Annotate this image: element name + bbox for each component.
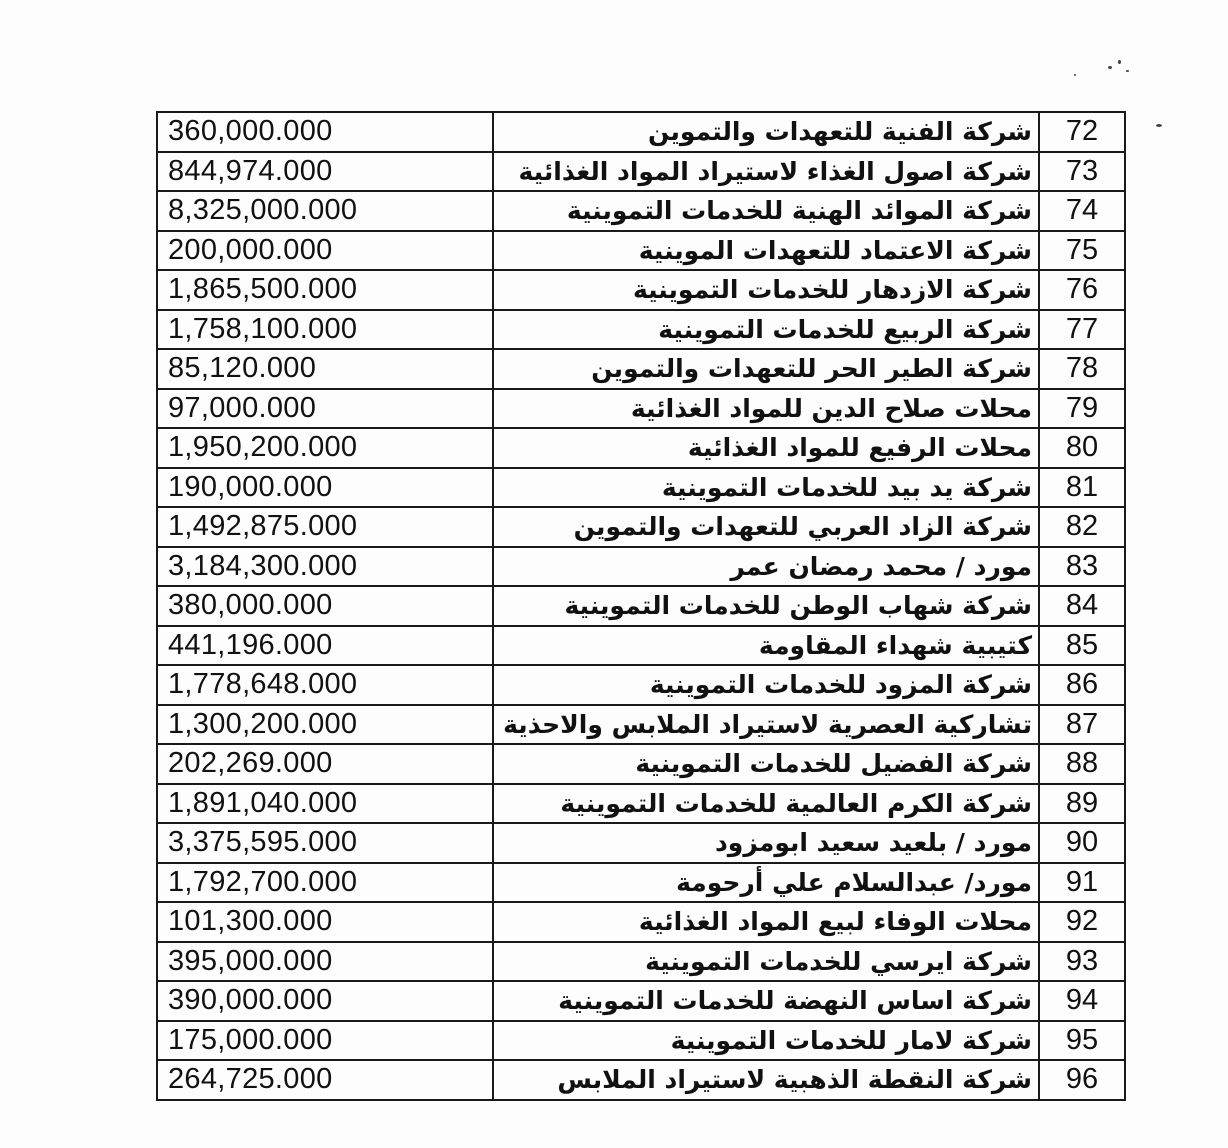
amount-cell: 395,000.000 [157,942,493,982]
supplier-name-cell: شركة لامار للخدمات التموينية [493,1021,1039,1061]
row-number-cell: 85 [1039,626,1125,666]
amount-cell: 3,375,595.000 [157,823,493,863]
amount-cell: 97,000.000 [157,389,493,429]
amount-cell: 1,778,648.000 [157,665,493,705]
table-row [157,1060,1125,1100]
row-number-cell: 75 [1039,231,1125,271]
table-row [157,270,1125,310]
row-number-cell: 81 [1039,468,1125,508]
supplier-name-cell: شركة المزود للخدمات التموينية [493,665,1039,705]
supplier-name-cell: شركة الزاد العربي للتعهدات والتموين [493,507,1039,547]
amount-cell: 85,120.000 [157,349,493,389]
amount-cell: 8,325,000.000 [157,191,493,231]
amount-cell: 1,891,040.000 [157,784,493,824]
table-row [157,468,1125,508]
table-row [157,586,1125,626]
table-row [157,152,1125,192]
table-row [157,1021,1125,1061]
row-number-cell: 82 [1039,507,1125,547]
table-row [157,942,1125,982]
supplier-name-cell: شركة الموائد الهنية للخدمات التموينية [493,191,1039,231]
supplier-name-cell: مورد / بلعيد سعيد ابومزود [493,823,1039,863]
scan-speck [1156,124,1162,127]
amount-cell: 3,184,300.000 [157,547,493,587]
amount-cell: 264,725.000 [157,1060,493,1100]
amount-cell: 1,300,200.000 [157,705,493,745]
row-number-cell: 80 [1039,428,1125,468]
row-number-cell: 86 [1039,665,1125,705]
supplier-name-cell: شركة اساس النهضة للخدمات التموينية [493,981,1039,1021]
table-row [157,863,1125,903]
amount-cell: 1,492,875.000 [157,507,493,547]
row-number-cell: 94 [1039,981,1125,1021]
table-row [157,428,1125,468]
supplier-name-cell: شركة الربيع للخدمات التموينية [493,310,1039,350]
row-number-cell: 72 [1039,112,1125,152]
supplier-amounts-table [156,111,1126,1101]
table-row [157,665,1125,705]
amount-cell: 380,000.000 [157,586,493,626]
row-number-cell: 77 [1039,310,1125,350]
table-row [157,823,1125,863]
amount-cell: 1,758,100.000 [157,310,493,350]
amount-cell: 200,000.000 [157,231,493,271]
supplier-name-cell: شركة الكرم العالمية للخدمات التموينية [493,784,1039,824]
supplier-name-cell: شركة الاعتماد للتعهدات الموينية [493,231,1039,271]
supplier-name-cell: شركة اصول الغذاء لاستيراد المواد الغذائية [493,152,1039,192]
row-number-cell: 87 [1039,705,1125,745]
row-number-cell: 91 [1039,863,1125,903]
scan-speck [1074,74,1076,76]
table-row [157,547,1125,587]
supplier-name-cell: مورد / محمد رمضان عمر [493,547,1039,587]
row-number-cell: 78 [1039,349,1125,389]
supplier-name-cell: محلات الوفاء لبيع المواد الغذائية [493,902,1039,942]
supplier-name-cell: شركة الازدهار للخدمات التموينية [493,270,1039,310]
supplier-name-cell: شركة الفضيل للخدمات التموينية [493,744,1039,784]
amount-cell: 101,300.000 [157,902,493,942]
table-row [157,389,1125,429]
table-row [157,349,1125,389]
table-row [157,231,1125,271]
amount-cell: 202,269.000 [157,744,493,784]
supplier-name-cell: شركة الطير الحر للتعهدات والتموين [493,349,1039,389]
row-number-cell: 73 [1039,152,1125,192]
supplier-name-cell: شركة النقطة الذهبية لاستيراد الملابس [493,1060,1039,1100]
row-number-cell: 79 [1039,389,1125,429]
row-number-cell: 88 [1039,744,1125,784]
row-number-cell: 90 [1039,823,1125,863]
scan-speck [1108,66,1112,69]
amount-cell: 1,792,700.000 [157,863,493,903]
supplier-name-cell: شركة الفنية للتعهدات والتموين [493,112,1039,152]
row-number-cell: 74 [1039,191,1125,231]
row-number-cell: 84 [1039,586,1125,626]
amount-cell: 190,000.000 [157,468,493,508]
row-number-cell: 76 [1039,270,1125,310]
amount-cell: 390,000.000 [157,981,493,1021]
row-number-cell: 92 [1039,902,1125,942]
row-number-cell: 89 [1039,784,1125,824]
supplier-name-cell: مورد/ عبدالسلام علي أرحومة [493,863,1039,903]
amount-cell: 441,196.000 [157,626,493,666]
supplier-name-cell: شركة شهاب الوطن للخدمات التموينية [493,586,1039,626]
table-row [157,981,1125,1021]
supplier-name-cell: شركة ايرسي للخدمات التموينية [493,942,1039,982]
table-row [157,744,1125,784]
table-row [157,902,1125,942]
scan-speck [1126,70,1129,72]
amount-cell: 1,865,500.000 [157,270,493,310]
supplier-name-cell: شركة يد بيد للخدمات التموينية [493,468,1039,508]
amount-cell: 175,000.000 [157,1021,493,1061]
scan-speck [1118,60,1121,64]
supplier-name-cell: محلات صلاح الدين للمواد الغذائية [493,389,1039,429]
table-row [157,310,1125,350]
table-body [157,112,1125,1100]
supplier-name-cell: كتيبية شهداء المقاومة [493,626,1039,666]
table-row [157,507,1125,547]
amount-cell: 360,000.000 [157,112,493,152]
row-number-cell: 95 [1039,1021,1125,1061]
amount-cell: 844,974.000 [157,152,493,192]
row-number-cell: 96 [1039,1060,1125,1100]
table-row [157,191,1125,231]
supplier-name-cell: تشاركية العصرية لاستيراد الملابس والاحذية [493,705,1039,745]
table-row [157,112,1125,152]
table-row [157,784,1125,824]
table-row [157,626,1125,666]
table-row [157,705,1125,745]
amount-cell: 1,950,200.000 [157,428,493,468]
supplier-name-cell: محلات الرفيع للمواد الغذائية [493,428,1039,468]
row-number-cell: 93 [1039,942,1125,982]
row-number-cell: 83 [1039,547,1125,587]
